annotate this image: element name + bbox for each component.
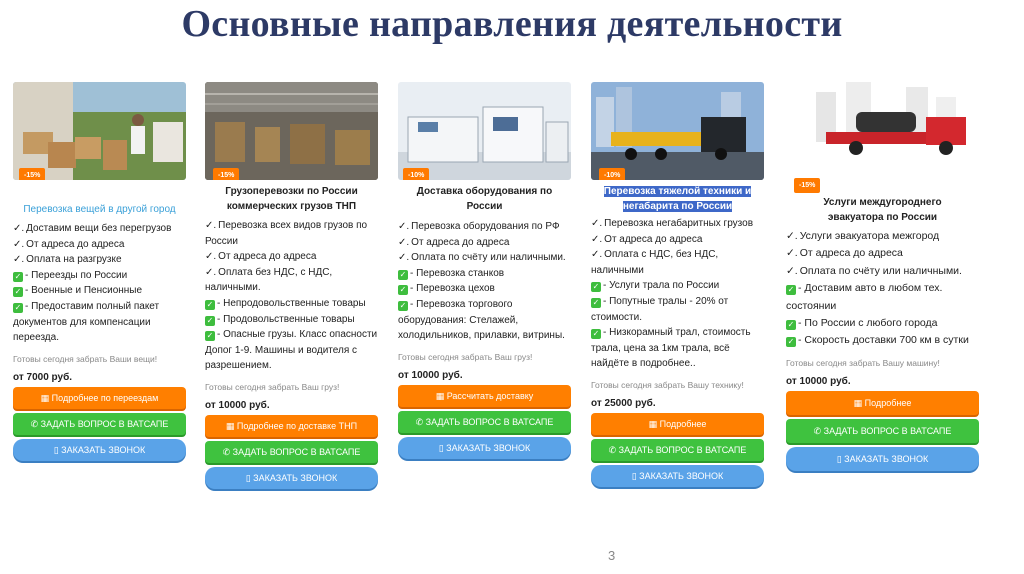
discount-badge: -15% — [213, 168, 239, 180]
tick-icon: ✓. — [398, 236, 410, 248]
discount-badge: -10% — [403, 168, 429, 180]
card-photo-truck — [591, 82, 764, 180]
service-card-moving — [13, 82, 186, 461]
calculate-button[interactable]: ▦ Рассчитать доставку — [398, 385, 571, 407]
list-item: ✓ - Опасные грузы. Класс опасности Допог 1-9. Машины и водителя с разрешением. — [205, 329, 378, 372]
list-item: ✓ - Военные и Пенсионные — [14, 285, 143, 297]
list-item: ✓ - Непродовольственные товары — [206, 297, 366, 309]
card-photo-tow — [786, 82, 979, 177]
card-photo-warehouse — [205, 82, 378, 180]
service-card-cargo — [205, 82, 378, 489]
service-card-equipment — [398, 82, 571, 459]
check-icon: ✓ — [592, 329, 600, 339]
list-item: ✓. Услуги эвакуатора межгород — [786, 230, 940, 242]
price-label: от 25000 руб. — [591, 397, 656, 409]
list-item: ✓. Перевозка негабаритных грузов — [591, 218, 754, 229]
whatsapp-button[interactable]: ✆ ЗАДАТЬ ВОПРОС В ВАТСАПЕ — [398, 411, 571, 433]
list-item: ✓. От адреса до адреса — [591, 233, 703, 245]
check-icon: ✓ — [206, 315, 214, 325]
feature-list — [591, 216, 764, 372]
check-icon: ✓ — [14, 287, 22, 297]
check-icon: ✓ — [592, 297, 600, 307]
check-icon: ✓ — [14, 302, 22, 312]
check-icon: ✓ — [206, 331, 214, 341]
warehouse-photo — [205, 82, 378, 180]
list-item: ✓. Оплата на разгрузке — [13, 254, 122, 266]
list-item: ✓. Оплата с НДС, без НДС, наличными — [591, 249, 719, 276]
check-icon: ✓ — [399, 285, 407, 295]
whatsapp-button[interactable]: ✆ ЗАДАТЬ ВОПРОС В ВАТСАПЕ — [205, 441, 378, 463]
tick-icon: ✓. — [591, 233, 603, 245]
page-number: 3 — [608, 548, 616, 563]
list-item: ✓. От адреса до адреса — [13, 238, 125, 250]
tick-icon: ✓. — [13, 254, 25, 266]
list-item: ✓ - Скорость доставки 700 км в сутки — [787, 334, 969, 347]
list-item: ✓ - Низкорамный трал, стоимость трала, цена за 1км трала, всё найдёте в подробнее.. — [591, 327, 751, 370]
list-item: ✓ - Переезды по России — [14, 269, 128, 281]
page-title: Основные направления деятельности — [181, 3, 843, 45]
card-title: Перевозка вещей в другой город — [23, 204, 176, 215]
list-item: ✓ - Перевозка цехов — [399, 283, 495, 295]
tick-icon: ✓. — [13, 223, 25, 234]
service-card-heavy — [591, 82, 764, 487]
list-item: ✓ - Услуги трала по России — [592, 280, 720, 292]
ready-text: Готовы сегодня забрать Ваш груз! — [398, 351, 533, 362]
card-title: Доставка оборудования по России — [416, 186, 553, 212]
whatsapp-button[interactable]: ✆ ЗАДАТЬ ВОПРОС В ВАТСАПЕ — [13, 413, 186, 435]
list-item: ✓ - Продовольственные товары — [206, 313, 355, 325]
ready-text: Готовы сегодня забрать Ваши вещи! — [13, 353, 158, 364]
tick-icon: ✓. — [205, 220, 217, 231]
discount-badge: -10% — [599, 168, 625, 180]
check-icon: ✓ — [399, 269, 407, 279]
list-item: ✓. От адреса до адреса — [205, 251, 317, 263]
details-button[interactable]: ▦ Подробнее — [591, 413, 764, 435]
list-item: ✓. От адреса до адреса — [786, 247, 903, 260]
list-item: ✓ - Предоставим полный пакет документов для компенсации переезда. — [13, 300, 160, 344]
ready-text: Готовы сегодня забрать Вашу машину! — [786, 357, 940, 368]
call-button[interactable]: ▯ ЗАКАЗАТЬ ЗВОНОК — [591, 465, 764, 487]
tick-icon: ✓. — [786, 230, 798, 242]
price-label: от 10000 руб. — [786, 375, 851, 387]
list-item: ✓. Оплата по счёту или наличными. — [786, 264, 962, 277]
tick-icon: ✓. — [205, 251, 217, 263]
tick-icon: ✓. — [13, 238, 25, 250]
list-item: ✓. Оплата без НДС, с НДС, наличными. — [205, 266, 333, 294]
call-button[interactable]: ▯ ЗАКАЗАТЬ ЗВОНОК — [205, 467, 378, 489]
card-title — [591, 184, 764, 214]
feature-list — [205, 218, 378, 374]
list-item: ✓. Оплата по счёту или наличными. — [398, 252, 566, 264]
whatsapp-button[interactable]: ✆ ЗАДАТЬ ВОПРОС В ВАТСАПЕ — [786, 419, 979, 443]
check-icon: ✓ — [14, 271, 22, 281]
call-button[interactable]: ▯ ЗАКАЗАТЬ ЗВОНОК — [786, 447, 979, 471]
details-button[interactable]: ▦ Подробнее по доставке ТНП — [205, 415, 378, 437]
card-title: Грузоперевозки по России коммерческих грузов ТНП — [225, 186, 358, 212]
details-button[interactable]: ▦ Подробнее по переездам — [13, 387, 186, 409]
whatsapp-button[interactable]: ✆ ЗАДАТЬ ВОПРОС В ВАТСАПЕ — [591, 439, 764, 461]
list-item: ✓ - По России с любого города — [787, 317, 938, 330]
tick-icon: ✓. — [591, 249, 603, 261]
list-item: ✓. От адреса до адреса — [398, 236, 510, 248]
moving-photo — [13, 82, 186, 180]
feature-list — [13, 221, 186, 346]
check-icon: ✓ — [399, 300, 407, 310]
discount-badge: -15% — [794, 178, 820, 193]
call-button[interactable]: ▯ ЗАКАЗАТЬ ЗВОНОК — [13, 439, 186, 461]
list-item: ✓ - Доставим авто в любом тех. состоянии — [786, 282, 943, 312]
tick-icon: ✓. — [205, 266, 217, 278]
check-icon: ✓ — [592, 282, 600, 292]
list-item: ✓. Доставим вещи без перегрузов — [13, 223, 172, 234]
tick-icon: ✓. — [398, 252, 410, 264]
tow-truck-photo — [786, 82, 979, 177]
details-button[interactable]: ▦ Подробнее — [786, 391, 979, 415]
price-label: от 10000 руб. — [398, 369, 463, 381]
tick-icon: ✓. — [398, 221, 410, 232]
list-item: ✓. Перевозка оборудования по РФ — [398, 221, 560, 232]
list-item: ✓. Перевозка всех видов грузов по России — [205, 220, 368, 247]
discount-badge: -15% — [19, 168, 45, 180]
list-item: ✓ - Перевозка станков — [399, 267, 505, 279]
card-title-highlight: Перевозка тяжелой техники и негабарита по России — [603, 186, 752, 212]
truck-photo — [591, 82, 764, 180]
list-item: ✓ - Перевозка торгового оборудования: Стелажей, холодильников, прилавки, витрины. — [398, 298, 565, 342]
ready-text: Готовы сегодня забрать Вашу технику! — [591, 379, 744, 390]
check-icon: ✓ — [787, 285, 795, 295]
check-icon: ✓ — [787, 337, 795, 347]
card-title: Услуги междугороднего эвакуатора по России — [823, 197, 942, 223]
feature-list — [398, 219, 571, 344]
service-card-tow — [786, 82, 979, 471]
price-label: от 7000 руб. — [13, 371, 73, 383]
price-label: от 10000 руб. — [205, 399, 270, 411]
feature-list — [786, 228, 979, 350]
check-icon: ✓ — [206, 299, 214, 309]
ready-text: Готовы сегодня забрать Ваш груз! — [205, 381, 340, 392]
call-button[interactable]: ▯ ЗАКАЗАТЬ ЗВОНОК — [398, 437, 571, 459]
tick-icon: ✓. — [591, 218, 603, 229]
card-photo-equipment — [398, 82, 571, 180]
equipment-photo — [398, 82, 571, 180]
tick-icon: ✓. — [786, 247, 798, 260]
tick-icon: ✓. — [786, 264, 798, 277]
list-item: ✓ - Попутные тралы - 20% от стоимости. — [591, 295, 729, 323]
card-photo-moving — [13, 82, 186, 180]
check-icon: ✓ — [787, 320, 795, 330]
